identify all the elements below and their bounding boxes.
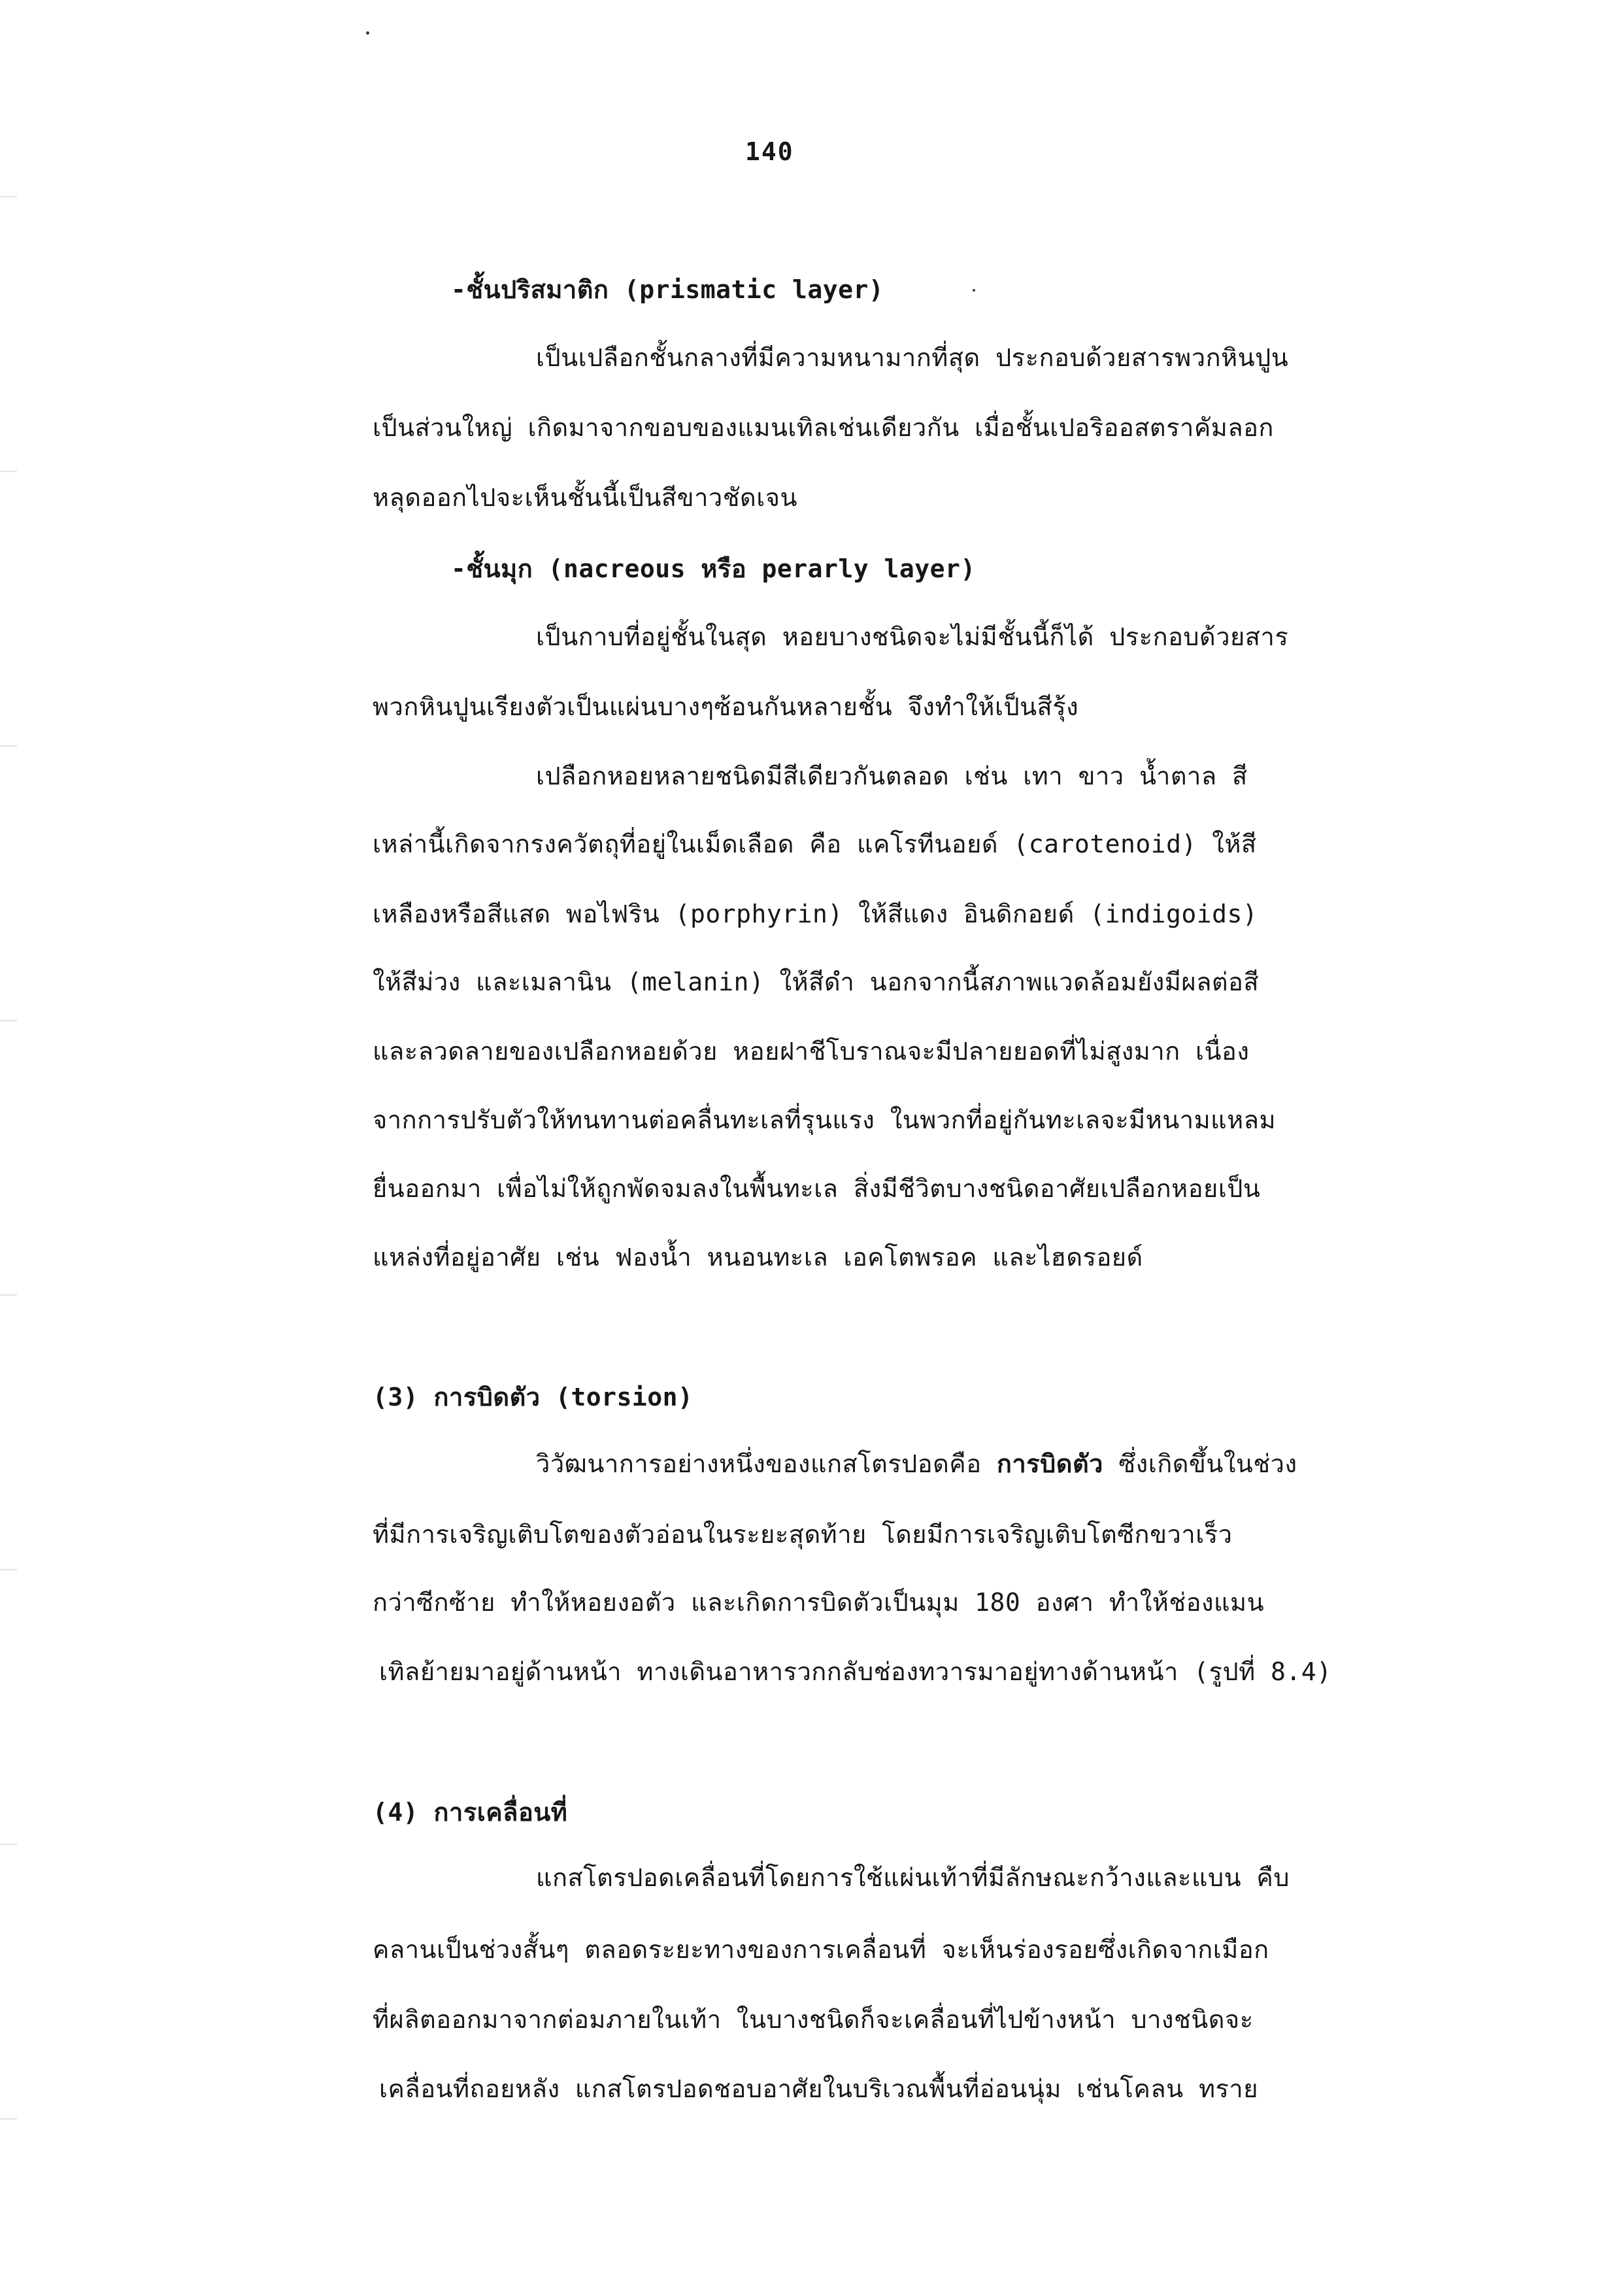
margin-mark [0,1294,17,1296]
paragraph-line: จากการปรับตัวให้ทนทานต่อคลื่นทะเลที่รุนแรง ในพวกที่อยู่กันทะเลจะมีหนามแหลม [373,1106,1277,1134]
paragraph-text: ซึ่งเกิดขึ้นในช่วง [1103,1449,1297,1478]
scan-speck [366,31,369,35]
paragraph-line: คลานเป็นช่วงสั้นๆ ตลอดระยะทางของการเคลื่อนที่ จะเห็นร่องรอยซึ่งเกิดจากเมือก [373,1935,1269,1964]
margin-mark [0,1020,17,1021]
section-heading-torsion: (3) การบิดตัว (torsion) [373,1383,694,1411]
paragraph-line: ยื่นออกมา เพื่อไม่ให้ถูกพัดจมลงในพื้นทะเล สิ่งมีชีวิตบางชนิดอาศัยเปลือกหอยเป็น [373,1174,1261,1203]
paragraph-line: และลวดลายของเปลือกหอยด้วย หอยฝาชีโบราณจะมีปลายยอดที่ไม่สูงมาก เนื่อง [373,1037,1250,1066]
paragraph-line: เป็นเปลือกชั้นกลางที่มีความหนามากที่สุด ประกอบด้วยสารพวกหินปูน [536,343,1289,372]
margin-mark [0,196,17,197]
margin-mark [0,471,17,472]
paragraph-line: เหลืองหรือสีแสด พอไฟริน (porphyrin) ให้สีแดง อินดิกอยด์ (indigoids) [373,900,1258,928]
subheading-nacreous-layer: -ชั้นมุก (nacreous หรือ perarly layer) [451,554,976,583]
section-heading-locomotion: (4) การเคลื่อนที่ [373,1798,568,1827]
paragraph-line: ที่ผลิตออกมาจากต่อมภายในเท้า ในบางชนิดก็จะเคลื่อนที่ไปข้างหน้า บางชนิดจะ [373,2005,1254,2034]
paragraph-line: เทิลย้ายมาอยู่ด้านหน้า ทางเดินอาหารวกกลับช่องทวารมาอยู่ทางด้านหน้า (รูปที่ 8.4) [379,1657,1332,1686]
paragraph-line: ให้สีม่วง และเมลานิน (melanin) ให้สีดำ นอกจากนี้สภาพแวดล้อมยังมีผลต่อสี [373,968,1260,996]
paragraph-line: เป็นส่วนใหญ่ เกิดมาจากขอบของแมนเทิลเช่นเดียวกัน เมื่อชั้นเปอริออสตราคัมลอก [373,413,1274,442]
page-number: 140 [745,137,794,166]
paragraph-line: พวกหินปูนเรียงตัวเป็นแผ่นบางๆซ้อนกันหลายชั้น จึงทำให้เป็นสีรุ้ง [373,692,1079,721]
paragraph-line: เป็นกาบที่อยู่ชั้นในสุด หอยบางชนิดจะไม่มีชั้นนี้ก็ได้ ประกอบด้วยสาร [536,622,1289,651]
paragraph-text: วิวัฒนาการอย่างหนึ่งของแกสโตรปอดคือ [536,1449,997,1478]
paragraph-line: เหล่านี้เกิดจากรงควัตถุที่อยู่ในเม็ดเลือด คือ แคโรทีนอยด์ (carotenoid) ให้สี [373,830,1257,858]
paragraph-line: เคลื่อนที่ถอยหลัง แกสโตรปอดชอบอาศัยในบริเวณพื้นที่อ่อนนุ่ม เช่นโคลน ทราย [379,2074,1259,2103]
margin-mark [0,2118,17,2119]
paragraph-line: หลุดออกไปจะเห็นชั้นนี้เป็นสีขาวชัดเจน [373,483,797,512]
margin-mark [0,745,17,747]
paragraph-line: แกสโตรปอดเคลื่อนที่โดยการใช้แผ่นเท้าที่มีลักษณะกว้างและแบน คืบ [536,1863,1290,1892]
subheading-prismatic-layer: -ชั้นปริสมาติก (prismatic layer) [451,275,884,304]
paragraph-line: กว่าซีกซ้าย ทำให้หอยงอตัว และเกิดการบิดตัวเป็นมุม 180 องศา ทำให้ช่องแมน [373,1588,1265,1617]
scan-speck [973,289,975,292]
paragraph-line: ที่มีการเจริญเติบโตของตัวอ่อนในระยะสุดท้าย โดยมีการเจริญเติบโตซีกขวาเร็ว [373,1520,1233,1549]
margin-mark [0,1844,17,1845]
paragraph-line: แหล่งที่อยู่อาศัย เช่น ฟองน้ำ หนอนทะเล เอคโตพรอค และไฮดรอยด์ [373,1243,1143,1272]
paragraph-line: เปลือกหอยหลายชนิดมีสีเดียวกันตลอด เช่น เทา ขาว น้ำตาล สี [536,762,1248,790]
paragraph-line [536,1446,1297,1481]
emphasis-term: การบิดตัว [996,1449,1103,1478]
margin-mark [0,1569,17,1570]
